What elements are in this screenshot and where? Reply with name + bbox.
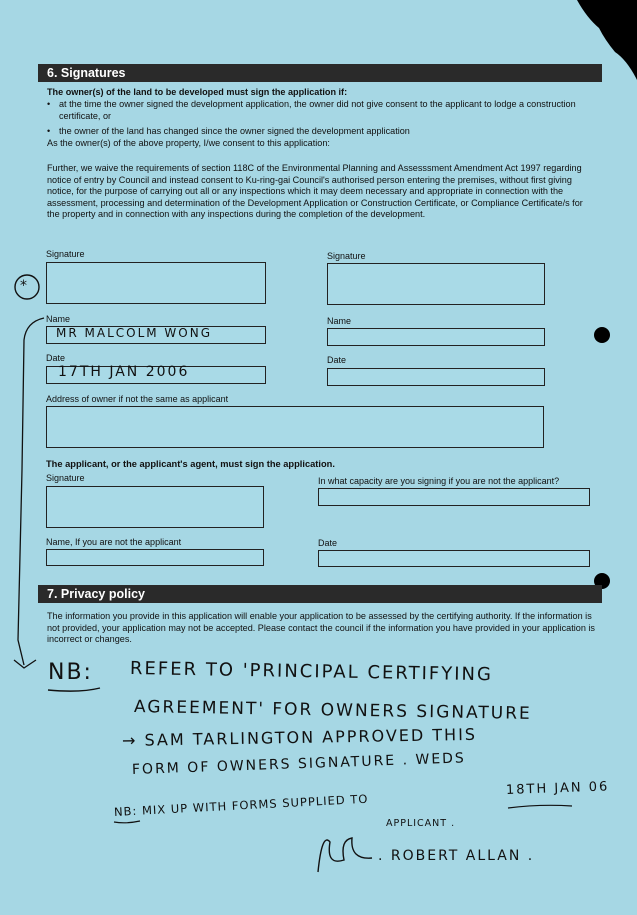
- owner-intro: The owner(s) of the land to be developed must sign the application if:: [47, 87, 348, 97]
- note-date: 18TH JAN 06: [505, 779, 610, 798]
- owner1-signature-label: Signature: [46, 249, 85, 259]
- applicant-date-label: Date: [318, 538, 338, 548]
- owner1-name-label: Name: [46, 314, 71, 324]
- note-nb-2: NB: MIX UP WITH FORMS SUPPLIED TO: [113, 791, 369, 819]
- capacity-label: In what capacity are you signing if you are not the applicant?: [318, 476, 560, 486]
- owner1-date-value: 17TH JAN 2006: [58, 364, 190, 380]
- owner2-name-label: Name: [327, 316, 352, 326]
- note-line-1: REFER TO 'PRINCIPAL CERTIFYING: [129, 658, 494, 686]
- applicant-name-label: Name, If you are not the applicant: [46, 537, 182, 547]
- owner1-date-label: Date: [46, 353, 66, 363]
- owner2-signature-label: Signature: [327, 251, 366, 261]
- note-line-3: → SAM TARLINGTON APPROVED THIS: [121, 724, 478, 750]
- section-7-header: 7. Privacy policy: [38, 585, 602, 603]
- bullet-1: • at the time the owner signed the development application, the owner did not give consent to the applicant to lodge a construction certificate, or: [47, 99, 587, 122]
- privacy-text: The information you provide in this application will enable your application to be assessed by the certifying authority. If the information is not provided, your application may not be accepted. Please contact the council if the information you have provided in your application is incorrect or changes.: [47, 611, 595, 645]
- address-label: Address of owner if not the same as applicant: [46, 394, 229, 404]
- applicant-heading: The applicant, or the applicant's agent, must sign the application.: [46, 459, 335, 469]
- circle-mark: *: [20, 278, 27, 294]
- note-line-4: FORM OF OWNERS SIGNATURE . WEDS: [131, 750, 467, 778]
- note-line-2: AGREEMENT' FOR OWNERS SIGNATURE: [133, 697, 532, 724]
- bullet-2: • the owner of the land has changed since the owner signed the development application: [47, 126, 587, 138]
- owner2-date-label: Date: [327, 355, 347, 365]
- waiver-text: Further, we waive the requirements of section 118C of the Environmental Planning and Assesssment Amendment Act 1997 regarding notice of entry by Council and instead consent to Ku-ring-gai Council's authorised person entering the premises, without first giving notice, for the purpose of carrying out all or any inspections which it may deem necessary and appropriate in connection with the assessment, processing and determination of the Development Application or Construction Certificate, or Compliance Certificate/s for the property and in connection with any inspections during the completion of the development.: [47, 163, 583, 220]
- as-owner-text: As the owner(s) of the above property, I/we consent to this application:: [47, 138, 330, 148]
- owner1-name-value: MR MALCOLM WONG: [56, 326, 213, 340]
- applicant-signature-label: Signature: [46, 473, 85, 483]
- note-nb-2-cont: APPLICANT .: [386, 818, 456, 829]
- nb-label: NB:: [48, 660, 93, 685]
- signoff: . ROBERT ALLAN .: [378, 848, 535, 864]
- section-6-header: 6. Signatures: [38, 64, 602, 82]
